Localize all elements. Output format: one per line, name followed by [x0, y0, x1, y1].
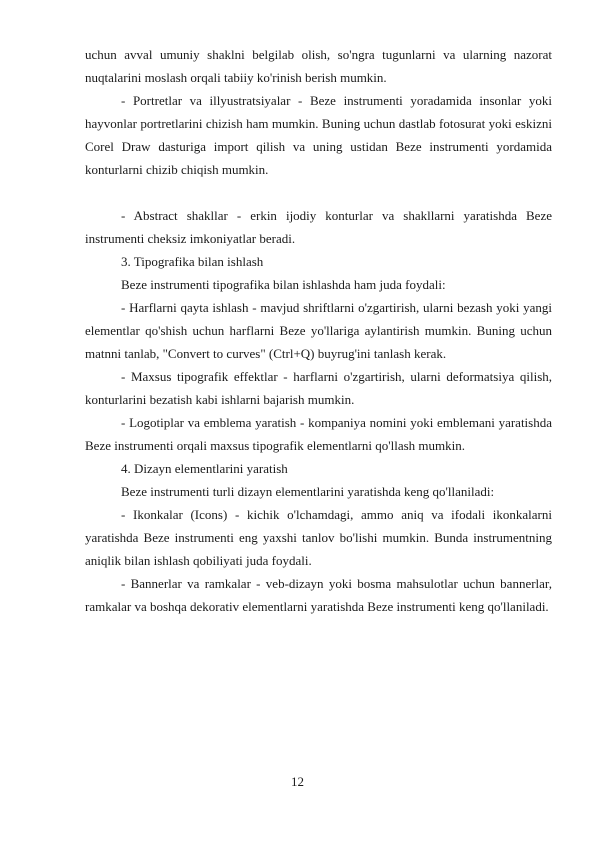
paragraph-icons: - Ikonkalar (Icons) - kichik o'lchamdagi, ammo aniq va ifodali ikonkalarni yaratishda Beze instrumenti eng yaxshi tanlov bo'lishi mumkin. Bunda instrumentning aniqlik bilan ishlash qobiliyati juda foydali. [85, 507, 552, 568]
section-heading-design-elements: 4. Dizayn elementlarini yaratish [121, 461, 288, 476]
paragraph-gap [85, 181, 552, 204]
page-number: 12 [291, 774, 304, 789]
paragraph-abstract-shapes: - Abstract shakllar - erkin ijodiy konturlar va shakllarni yaratishda Beze instrumenti cheksiz imkoniyatlar beradi. [85, 208, 552, 246]
paragraph-logos-emblems: - Logotiplar va emblema yaratish - kompaniya nomini yoki emblemani yaratishda Beze instrumenti orqali maxsus tipografik elementlarni qo'llash mumkin. [85, 415, 552, 453]
paragraph-typography-intro: Beze instrumenti tipografika bilan ishlashda ham juda foydali: [121, 277, 446, 292]
paragraph-banners-frames: - Bannerlar va ramkalar - veb-dizayn yoki bosma mahsulotlar uchun bannerlar, ramkalar va boshqa dekorativ elementlarni yaratishda Beze instrumenti keng qo'llaniladi. [85, 576, 552, 614]
paragraph-portraits: - Portretlar va illyustratsiyalar - Beze instrumenti yoradamida insonlar yoki hayvonlar portretlarini chizish ham mumkin. Buning uchun dastlab fotosurat yoki eskizni Corel Draw dasturiga import qilish va uning ustidan Beze instrumenti yordamida konturlarni chizib chiqish mumkin. [85, 93, 552, 177]
document-page [85, 43, 552, 618]
paragraph-continuation: uchun avval umuniy shaklni belgilab olish, so'ngra tugunlarni va ularning nazorat nuqtalarini moslash orqali tabiiy ko'rinish berish mumkin. [85, 47, 552, 85]
paragraph-design-intro: Beze instrumenti turli dizayn elementlarini yaratishda keng qo'llaniladi: [121, 484, 495, 499]
paragraph-typographic-effects: - Maxsus tipografik effektlar - harflarni o'zgartirish, ularni deformatsiya qilish, konturlarini bezatish kabi ishlarni bajarish mumkin. [85, 369, 552, 407]
paragraph-letter-processing: - Harflarni qayta ishlash - mavjud shriftlarni o'zgartirish, ularni bezash yoki yangi elementlar qo'shish uchun harflarni Beze yo'llariga aylantirish mumkin. Buning uchun matnni tanlab, "Convert to curves" (Ctrl+Q) buyrug'ini tanlash kerak. [85, 300, 552, 361]
section-heading-typography: 3. Tipografika bilan ishlash [121, 254, 264, 269]
